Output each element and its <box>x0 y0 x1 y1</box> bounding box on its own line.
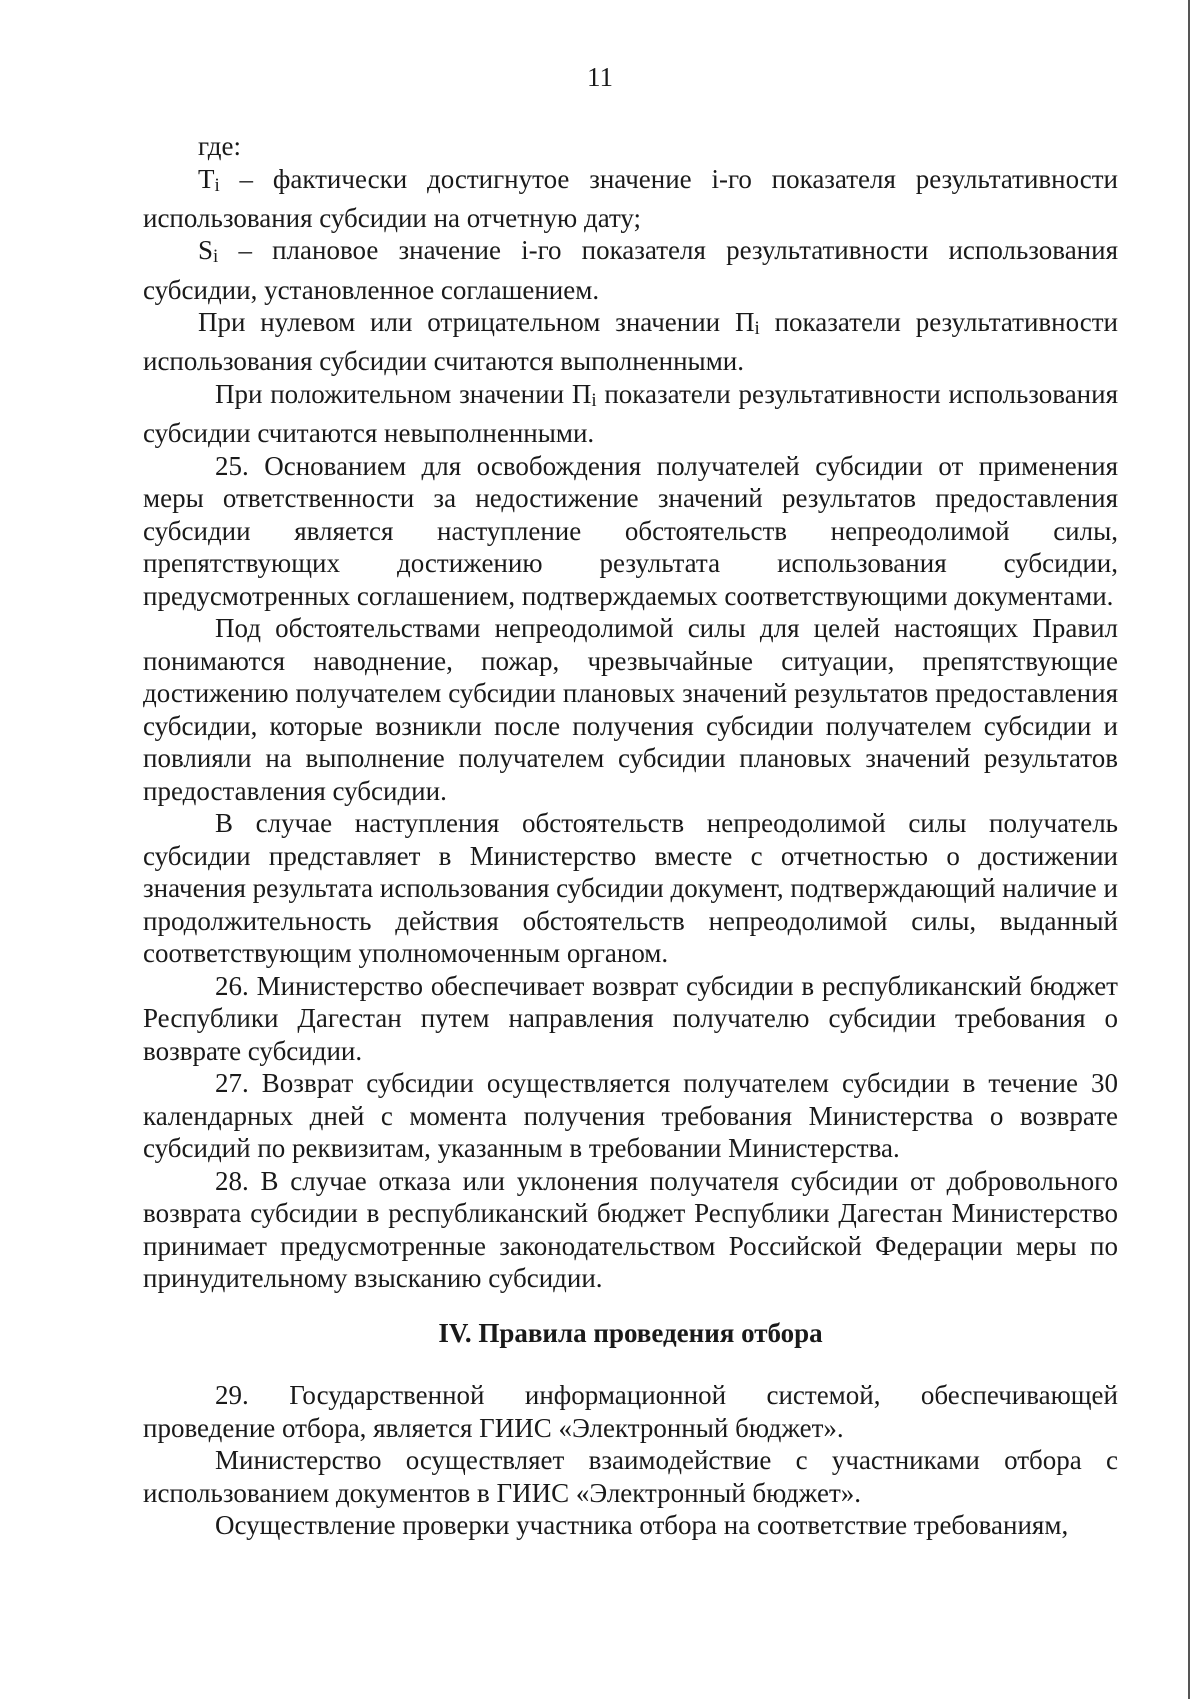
si-symbol: S <box>198 235 214 266</box>
ti-symbol: T <box>198 163 215 194</box>
positive-subscript: i <box>591 389 597 411</box>
paragraph-26: 26. Министерство обеспечивает возврат субсидии в республиканский бюджет Республики Дагестан путем направления получателю субсидии требования о возврате субсидии. <box>143 970 1118 1066</box>
ti-subscript: i <box>214 174 220 196</box>
paragraph-zero-value <box>143 306 1118 378</box>
section-heading-iv: IV. Правила проведения отбора <box>438 1317 823 1348</box>
paragraph-29: 29. Государственной информационной системой, обеспечивающей проведение отбора, является ГИИС «Электронный бюджет». <box>143 1380 1118 1443</box>
where-label: где: <box>198 131 241 161</box>
paragraph-force-majeure: Под обстоятельствами непреодолимой силы для целей настоящих Правил понимаются наводнение, пожар, чрезвычайные ситуации, препятствующие достижению получателем субсидии плановых значений результатов предоставления субсидии, которые возникли после получения субсидии получателем субсидии и повлияли на выполнение получателем субсидии плановых значений результатов предоставления субсидии. <box>143 613 1118 806</box>
zero-subscript: i <box>754 317 760 339</box>
paragraph-force-majeure-case: В случае наступления обстоятельств непреодолимой силы получатель субсидии представляет в Министерство вместе с отчетностью о достижении значения результата использования субсидии документ, подтверждающий наличие и продолжительность действия обстоятельств непреодолимой силы, выданный соответствующим уполномоченным органом. <box>143 808 1118 969</box>
document-body <box>143 130 1118 1542</box>
paragraph-27: 27. Возврат субсидии осуществляется получателем субсидии в течение 30 календарных дней с момента получения требования Министерства о возврате субсидий по реквизитам, указанным в требовании Министерства. <box>143 1068 1118 1164</box>
definition-ti <box>143 163 1118 235</box>
page-edge-line <box>1188 0 1190 1699</box>
zero-text-b: показатели результативности использования субсидии считаются выполненными. <box>143 307 1118 377</box>
paragraph-positive-value <box>143 378 1118 450</box>
definition-si <box>143 234 1118 306</box>
positive-text-b: показатели результативности использования субсидии считаются невыполненными. <box>143 378 1118 449</box>
paragraph-25: 25. Основанием для освобождения получателей субсидии от применения меры ответственности за недостижение значений результатов предоставления субсидии является наступление обстоятельств непреодолимой силы, препятствующих достижению результата использования субсидии, предусмотренных соглашением, подтверждаемых соответствующими документами. <box>143 450 1118 611</box>
paragraph-interaction: Министерство осуществляет взаимодействие с участниками отбора с использованием документов в ГИИС «Электронный бюджет». <box>143 1445 1118 1508</box>
zero-text-a: При нулевом или отрицательном значении П <box>198 307 755 338</box>
ti-definition: – фактически достигнутое значение i-го показателя результативности использования субсидии на отчетную дату; <box>143 163 1118 233</box>
si-definition: – плановое значение i-го показателя результативности использования субсидии, установленное соглашением. <box>143 235 1118 305</box>
si-subscript: i <box>213 246 219 268</box>
page-number: 11 <box>587 62 613 92</box>
positive-text-a: При положительном значении П <box>215 378 592 409</box>
paragraph-check: Осуществление проверки участника отбора на соответствие требованиям, <box>215 1510 1069 1541</box>
paragraph-28: 28. В случае отказа или уклонения получателя субсидии от добровольного возврата субсидии в республиканский бюджет Республики Дагестан Министерство принимает предусмотренные законодательством Российской Федерации меры по принудительному взысканию субсидии. <box>143 1165 1118 1294</box>
